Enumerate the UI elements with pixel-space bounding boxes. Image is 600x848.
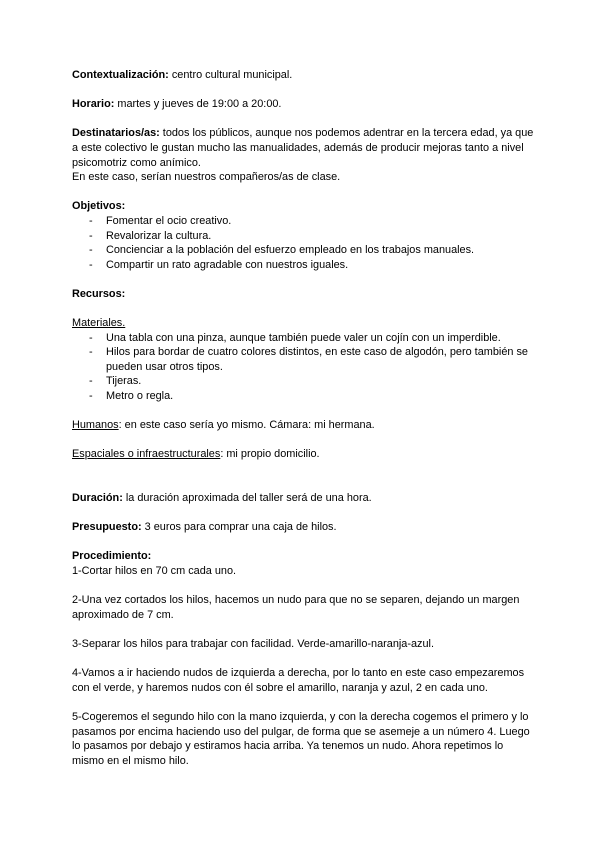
objectives-list <box>72 214 536 272</box>
duration-text: la duración aproximada del taller será de una hora. <box>122 492 372 505</box>
schedule-label: Horario: <box>72 98 115 111</box>
materials-heading <box>72 316 536 331</box>
list-item: - Fomentar el ocio creativo. <box>89 214 232 227</box>
audience-note: En este caso, serían nuestros compañeros/as de clase. <box>72 171 341 184</box>
resources-heading <box>72 287 536 302</box>
spatial-label: Espaciales o infraestructurales <box>72 448 221 461</box>
context-paragraph <box>72 68 536 83</box>
material-text: Una tabla con una pinza, aunque también puede valer un cojín con un imperdible. <box>106 331 501 344</box>
human-resources-paragraph <box>72 418 536 433</box>
spatial-text: : mi propio domicilio. <box>220 448 320 461</box>
objectives-heading <box>72 199 536 214</box>
context-text: centro cultural municipal. <box>168 69 293 81</box>
procedure-step: 3-Separar los hilos para trabajar con facilidad. Verde-amarillo-naranja-azul. <box>72 637 434 650</box>
procedure-label: Procedimiento: <box>72 550 152 563</box>
objective-text: Concienciar a la población del esfuerzo empleado en los trabajos manuales. <box>106 244 475 257</box>
schedule-paragraph <box>72 97 536 112</box>
context-label: Contextualización: <box>72 69 169 81</box>
duration-paragraph <box>72 491 536 506</box>
list-item: - Hilos para bordar de cuatro colores distintos, en este caso de algodón, pero también se pueden usar otros tipos. <box>89 346 528 373</box>
audience-label: Destinatarios/as: <box>72 127 160 140</box>
document-page <box>72 68 536 768</box>
materials-label: Materiales. <box>72 317 126 330</box>
materials-list <box>72 331 536 404</box>
budget-paragraph <box>72 520 536 535</box>
resources-label: Recursos: <box>72 287 126 300</box>
material-text: Metro o regla. <box>106 390 174 403</box>
list-item: - Metro o regla. <box>89 390 174 403</box>
objectives-label: Objetivos: <box>72 200 126 213</box>
procedure-step: 5-Cogeremos el segundo hilo con la mano izquierda, y con la derecha cogemos el primero y lo pasamos por encima haciendo uso del pulgar, de forma que se asemeje a un número 4. Luego lo pasamos por debajo y estiramos hacia arriba. Ya tenemos un nudo. Ahora repetimos lo mismo en el mismo hilo. <box>72 710 530 767</box>
human-text: : en este caso sería yo mismo. Cámara: mi hermana. <box>118 419 375 432</box>
budget-text: 3 euros para comprar una caja de hilos. <box>141 521 337 534</box>
schedule-text: martes y jueves de 19:00 a 20:00. <box>114 98 282 111</box>
duration-label: Duración: <box>72 492 123 505</box>
procedure-step: 2-Una vez cortados los hilos, hacemos un nudo para que no se separen, dejando un margen aproximado de 7 cm. <box>72 594 520 621</box>
procedure-step: 1-Cortar hilos en 70 cm cada uno. <box>72 565 237 577</box>
audience-text: todos los públicos, aunque nos podemos adentrar en la tercera edad, ya que a este colectivo le gustan mucho las manualidades, además de producir mejoras tanto a nivel psicomotriz como anímico. <box>72 127 534 169</box>
audience-paragraph <box>72 126 536 170</box>
material-text: Hilos para bordar de cuatro colores distintos, en este caso de algodón, pero también se pueden usar otros tipos. <box>106 346 528 373</box>
spatial-resources-paragraph <box>72 447 536 462</box>
procedure-heading <box>72 549 536 564</box>
list-item: - Compartir un rato agradable con nuestros iguales. <box>89 258 349 271</box>
list-item: - Una tabla con una pinza, aunque también puede valer un cojín con un imperdible. <box>89 331 501 344</box>
budget-label: Presupuesto: <box>72 521 142 534</box>
objective-text: Compartir un rato agradable con nuestros iguales. <box>106 258 349 271</box>
procedure-step: 4-Vamos a ir haciendo nudos de izquierda a derecha, por lo tanto en este caso empezaremos con el verde, y haremos nudos con él sobre el amarillo, naranja y azul, 2 en cada uno. <box>72 667 525 694</box>
human-label: Humanos <box>72 419 119 432</box>
objective-text: Fomentar el ocio creativo. <box>106 214 232 227</box>
list-item: - Concienciar a la población del esfuerzo empleado en los trabajos manuales. <box>89 244 475 257</box>
list-item: - Tijeras. <box>89 375 142 388</box>
objective-text: Revalorizar la cultura. <box>106 229 212 242</box>
list-item: - Revalorizar la cultura. <box>89 229 212 242</box>
material-text: Tijeras. <box>106 375 142 388</box>
